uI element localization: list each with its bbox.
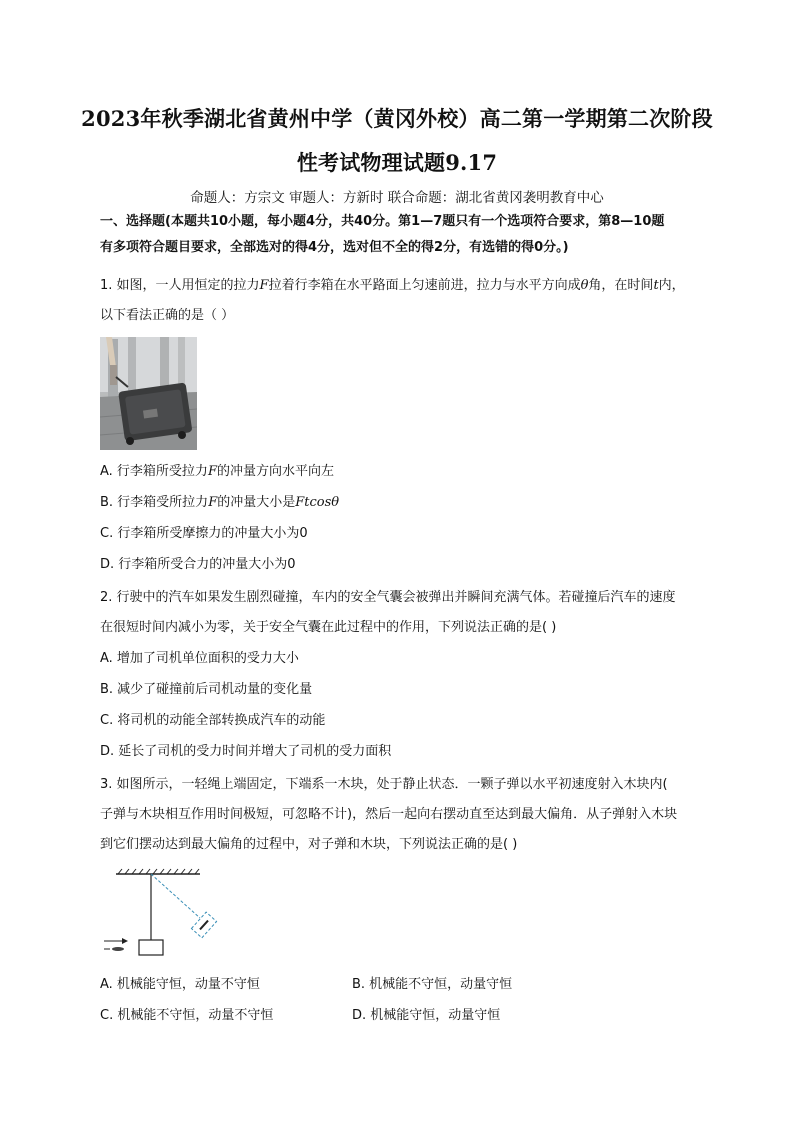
q1-option-b-text: 的冲量大小是 [217, 495, 296, 510]
q1-option-b-var: F [208, 495, 218, 510]
q2-option-c[interactable]: C. 将司机的动能全部转换成汽车的动能 [100, 713, 326, 728]
q1-option-a-text: A. 行李箱所受拉力 [100, 464, 208, 479]
q3-stem-line2: 子弹与木块相互作用时间极短，可忽略不计)，然后一起向右摆动直至达到最大偏角．从子弹射入木块 [100, 807, 678, 822]
q1-option-b-text: B. 行李箱受所拉力 [100, 495, 209, 510]
q3-stem-line3: 到它们摆动达到最大偏角的过程中，对子弹和木块，下列说法正确的是( ) [100, 837, 518, 852]
section-heading-line2: 有多项符合题目要求，全部选对的得4分，选对但不全的得2分，有选错的得0分。) [100, 240, 569, 255]
q3-option-d[interactable]: D. 机械能守恒，动量守恒 [352, 1008, 501, 1023]
pendulum-diagram [100, 868, 240, 958]
wooden-block [139, 940, 163, 955]
q1-var-t: t [653, 278, 659, 293]
q1-option-b[interactable] [100, 493, 740, 513]
luggage-illustration [100, 337, 197, 450]
swung-block [191, 912, 216, 938]
page-title-line2: 性考试物理试题9.17 [296, 150, 498, 175]
q1-stem-text: 1. 如图，一人用恒定的拉力 [100, 278, 260, 293]
q1-stem-text: 内， [658, 278, 685, 293]
q1-var-theta: θ [580, 278, 589, 293]
q1-option-d[interactable]: D. 行李箱所受合力的冲量大小为0 [100, 557, 296, 572]
q3-option-c[interactable]: C. 机械能不守恒，动量不守恒 [100, 1008, 274, 1023]
q1-option-a-var: F [207, 464, 217, 479]
q1-option-c[interactable]: C. 行李箱所受摩擦力的冲量大小为0 [100, 526, 308, 541]
section-heading-line1: 一、选择题(本题共10小题，每小题4分，共40分。第1—7题只有一个选项符合要求，第8—10题 [100, 214, 665, 229]
arrow-head [122, 938, 128, 944]
bullet [112, 947, 124, 951]
luggage-photo [100, 337, 197, 450]
page-title-line1: 2023年秋季湖北省黄州中学（黄冈外校）高二第一学期第二次阶段 [81, 106, 713, 131]
q2-option-d[interactable]: D. 延长了司机的受力时间并增大了司机的受力面积 [100, 744, 392, 759]
q2-option-a[interactable]: A. 增加了司机单位面积的受力大小 [100, 651, 299, 666]
swing-path [151, 874, 200, 918]
q1-stem-text: 拉着行李箱在水平路面上匀速前进，拉力与水平方向成 [268, 278, 581, 293]
q1-stem-line1 [100, 276, 740, 296]
q1-option-b-expr: Ftcosθ [295, 495, 340, 510]
q1-var-f: F [259, 278, 269, 293]
q1-stem-line2: 以下看法正确的是（ ） [100, 308, 235, 323]
q3-option-b[interactable]: B. 机械能不守恒，动量守恒 [352, 977, 513, 992]
q1-option-a[interactable] [100, 462, 740, 482]
q2-option-b[interactable]: B. 减少了碰撞前后司机动量的变化量 [100, 682, 313, 697]
q2-stem-line1: 2. 行驶中的汽车如果发生剧烈碰撞，车内的安全气囊会被弹出并瞬间充满气体。若碰撞后汽车的速度 [100, 590, 676, 605]
q2-stem-line2: 在很短时间内减小为零，关于安全气囊在此过程中的作用，下列说法正确的是( ) [100, 620, 557, 635]
q1-stem-text: 角，在时间 [588, 278, 654, 293]
q3-option-a[interactable]: A. 机械能守恒，动量不守恒 [100, 977, 260, 992]
authors-line: 命题人：方宗文 审题人：方新时 联合命题：湖北省黄冈袭明教育中心 [190, 190, 604, 206]
q1-option-a-text: 的冲量方向水平向左 [216, 464, 334, 479]
q3-stem-line1: 3. 如图所示，一轻绳上端固定，下端系一木块，处于静止状态．一颗子弹以水平初速度射入木块内( [100, 777, 668, 792]
